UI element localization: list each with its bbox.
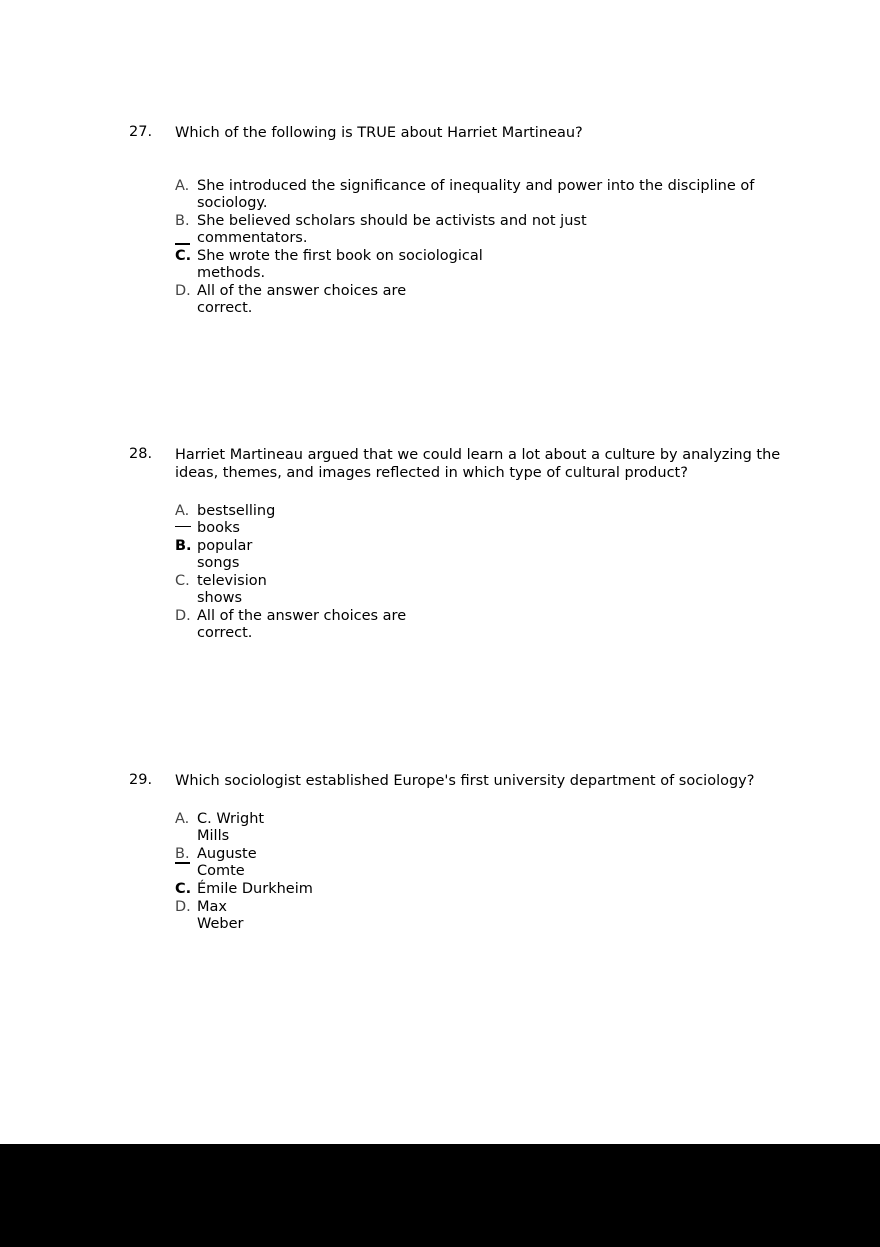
option-a[interactable] [175,503,406,537]
option-b[interactable] [175,213,754,247]
option-d[interactable] [175,608,406,642]
option-letter: B. [175,213,190,229]
option-text: methods. [197,265,266,281]
option-text: songs [197,555,240,571]
option-letter-correct: C. [175,881,192,897]
option-b[interactable] [175,846,313,880]
answer-mark [175,862,190,864]
option-letter: D. [175,608,191,624]
option-letter: C. [175,573,190,589]
option-letter: A. [175,503,190,519]
answer-options [175,811,313,934]
question-text: Which sociologist established Europe's first university department of sociology? [175,773,755,789]
question-text-line: Harriet Martineau argued that we could learn a lot about a culture by analyzing the [175,447,781,463]
option-text: All of the answer choices are [197,608,407,624]
option-text: Mills [197,828,230,844]
question-27 [129,124,789,316]
answer-mark [175,526,191,527]
option-text: Weber [197,916,244,932]
option-text: She believed scholars should be activists and not just [197,213,587,229]
question-text [175,446,789,482]
question-text-line: ideas, themes, and images reflected in which type of cultural product? [175,465,688,481]
option-text: popular [197,538,253,554]
option-c[interactable] [175,248,754,282]
question-number: 27. [129,124,153,140]
option-letter: A. [175,178,190,194]
option-text: correct. [197,300,253,316]
option-letter: B. [175,846,190,862]
option-letter-correct: C. [175,248,192,264]
option-letter: D. [175,283,191,299]
option-text: shows [197,590,243,606]
question-28 [129,446,789,641]
option-text: sociology. [197,195,268,211]
option-text: commentators. [197,230,308,246]
option-letter: A. [175,811,190,827]
answer-mark [175,243,190,245]
option-text: C. Wright [197,811,265,827]
option-c[interactable] [175,573,406,607]
bottom-black-bar [0,1144,880,1247]
question-number: 29. [129,772,153,788]
option-a[interactable] [175,178,754,212]
answer-options [175,503,406,643]
question-29 [129,772,789,932]
option-text: television [197,573,267,589]
question-number: 28. [129,446,153,462]
option-c[interactable] [175,881,313,898]
question-text: Which of the following is TRUE about Harriet Martineau? [175,125,583,141]
option-text: She wrote the first book on sociological [197,248,483,264]
option-b[interactable] [175,538,406,572]
option-text: Max [197,899,227,915]
answer-options [175,178,754,318]
option-text: Auguste [197,846,257,862]
option-a[interactable] [175,811,313,845]
option-text: bestselling [197,503,276,519]
option-text: correct. [197,625,253,641]
option-letter-correct: B. [175,538,192,554]
option-d[interactable] [175,283,754,317]
option-text: She introduced the significance of inequality and power into the discipline of [197,178,755,194]
option-d[interactable] [175,899,313,933]
option-text: books [197,520,240,536]
option-text: All of the answer choices are [197,283,407,299]
option-text: Comte [197,863,245,879]
option-letter: D. [175,899,191,915]
option-text: Émile Durkheim [197,881,313,897]
